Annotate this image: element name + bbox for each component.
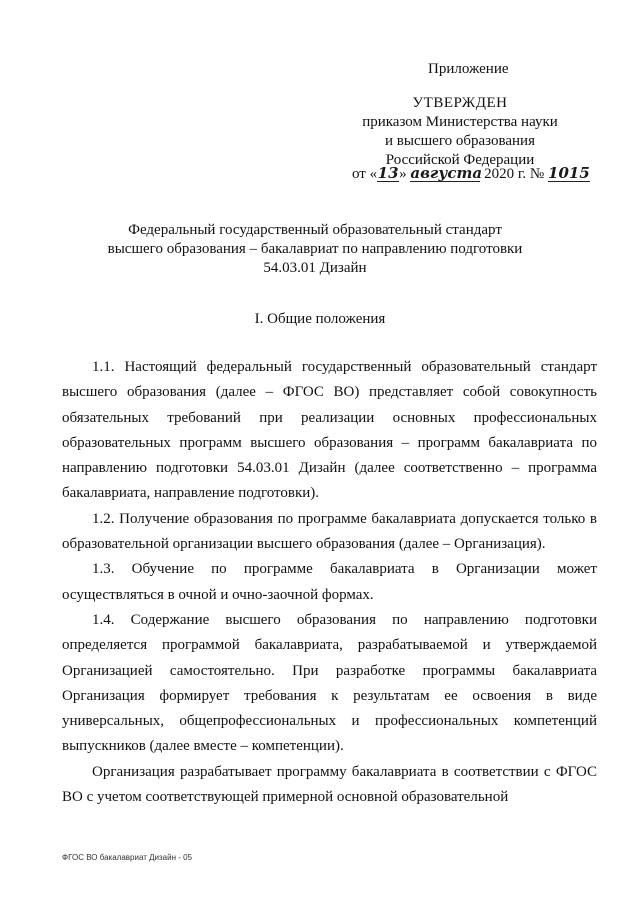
date-prefix: от « (352, 166, 378, 182)
handwritten-order-number: 1015 (548, 164, 590, 182)
handwritten-day: 13 (377, 164, 399, 182)
page-footer: ФГОС ВО бакалавриат Дизайн - 05 (62, 853, 193, 862)
paragraph-continuation: Организация разрабатывает программу бакалавриата в соответствии с ФГОС ВО с учетом соответствующей примерной основной образовательной (62, 763, 597, 806)
paragraph-1-1: 1.1. Настоящий федеральный государственный образовательный стандарт высшего образования (далее – ФГОС ВО) представляет собой совокупность обязательных требований при реализации основных профессиональных образовательных программ высшего образования – программ бакалавриата по направлению подготовки 54.03.01 Дизайн (далее соответственно – программа бакалавриата, направление подготовки). (62, 359, 597, 502)
year-and-number-label: 2020 г. № (484, 166, 545, 182)
handwritten-month: августа (410, 164, 483, 182)
approval-line-2: и высшего образования (385, 133, 535, 149)
title-line-1: Федеральный государственный образовательный стандарт (128, 222, 502, 238)
paragraph-1-4: 1.4. Содержание высшего образования по направлению подготовки определяется программой бакалавриата, разрабатываемой и утверждаемой Организацией самостоятельно. При разработке программы бакалавриата Организация формирует требования к результатам ее освоения в виде универсальных, общепрофессиональных и профессиональных компетенций выпускников (далее вместе – компетенции). (62, 611, 597, 755)
document-body (62, 355, 597, 810)
section-heading: I. Общие положения (254, 311, 386, 327)
approved-heading: УТВЕРЖДЕН (412, 95, 508, 111)
order-date-line (352, 166, 590, 183)
title-line-3: 54.03.01 Дизайн (263, 260, 367, 276)
appendix-label: Приложение (428, 61, 509, 77)
paragraph-1-2: 1.2. Получение образования по программе бакалавриата допускается только в образовательной организации высшего образования (далее – Организация). (62, 510, 597, 553)
title-line-2: высшего образования – бакалавриат по направлению подготовки (107, 241, 523, 257)
approval-line-1: приказом Министерства науки (362, 114, 558, 130)
document-title (80, 221, 550, 278)
date-mid: » (399, 166, 407, 182)
approval-line-3: Российской Федерации (385, 152, 535, 168)
paragraph-1-3: 1.3. Обучение по программе бакалавриата в Организации может осуществляться в очной и очно-заочной формах. (62, 561, 597, 603)
